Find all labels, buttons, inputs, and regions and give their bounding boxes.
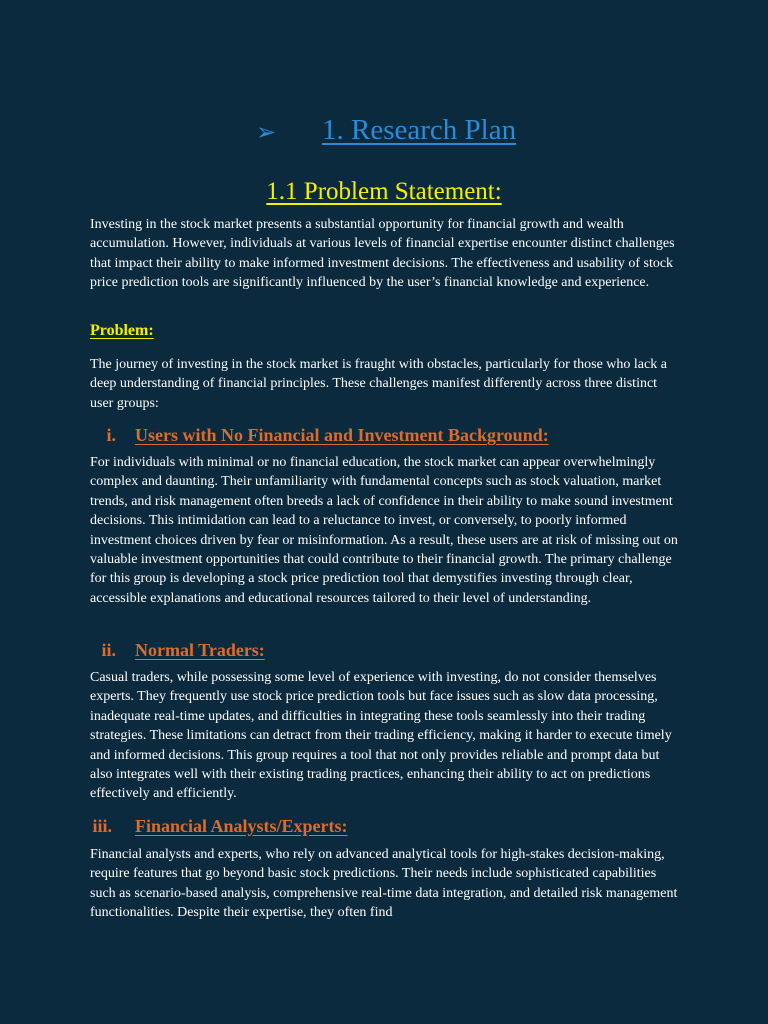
group-number: ii. (101, 640, 116, 660)
group-heading-analysts (0, 816, 768, 842)
group-paragraph-no-background: For individuals with minimal or no financial education, the stock market can appear overwhelmingly complex and daunting. Their unfamiliarity with fundamental concepts such as stock valuation, market trends, and risk management often breeds a lack of confidence in their ability to make sound investment decisions. This intimidation can lead to a reluctance to invest, or conversely, to poorly informed investment choices driven by fear or misinformation. As a result, these users are at risk of missing out on valuable investment opportunities that could contribute to their financial growth. The primary challenge for this group is developing a stock price prediction tool that demystifies investing through clear, accessible explanations and educational resources tailored to their level of understanding. (90, 455, 678, 606)
group-paragraph-normal-traders: Casual traders, while possessing some level of experience with investing, do not consider themselves experts. They frequently use stock price prediction tools but face issues such as slow data processing, inadequate real-time updates, and difficulties in integrating these tools seamlessly into their trading strategies. These limitations can detract from their trading efficiency, making it harder to execute timely and informed decisions. This group requires a tool that not only provides reliable and prompt data but also integrates well with their existing trading practices, enhancing their ability to act on predictions effectively and efficiently. (90, 670, 672, 802)
group-title: Users with No Financial and Investment Background: (135, 425, 549, 445)
arrow-bullet-icon: ➢ (256, 118, 277, 146)
group-number: i. (106, 425, 116, 445)
group-number: iii. (92, 816, 112, 836)
problem-paragraph: The journey of investing in the stock market is fraught with obstacles, particularly for those who lack a deep understanding of financial principles. These challenges manifest differently across three distinct user groups: (90, 357, 667, 411)
group-paragraph-analysts: Financial analysts and experts, who rely on advanced analytical tools for high-stakes decision-making, require features that go beyond basic stock predictions. Their needs include sophisticated capabilities such as scenario-based analysis, comprehensive real-time data integration, and detailed risk management functionalities. Despite their expertise, they often find (90, 847, 678, 921)
group-heading-no-background (0, 425, 768, 451)
section-title: 1. Research Plan (322, 114, 517, 146)
group-title: Normal Traders: (135, 640, 265, 660)
group-title: Financial Analysts/Experts: (135, 816, 348, 836)
research-plan-heading (0, 114, 768, 158)
group-heading-normal-traders (0, 640, 768, 666)
problem-label: Problem: (90, 322, 154, 339)
intro-paragraph: Investing in the stock market presents a substantial opportunity for financial growth and wealth accumulation. However, individuals at various levels of financial expertise encounter distinct challenges that impact their ability to make informed investment decisions. The effectiveness and usability of stock price prediction tools are significantly influenced by the user’s financial knowledge and experience. (90, 217, 675, 291)
problem-statement-heading: 1.1 Problem Statement: (266, 178, 502, 205)
